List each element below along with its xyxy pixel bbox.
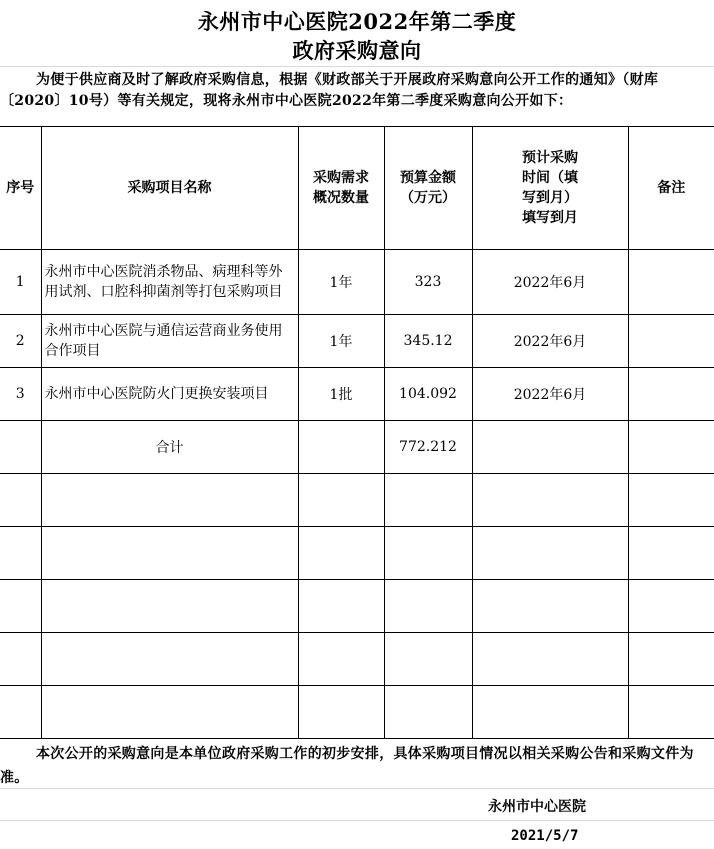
total-label: 合计 <box>41 421 298 474</box>
row-time: 2022年6月 <box>472 368 628 421</box>
row-budget: 323 <box>384 250 472 315</box>
empty-row <box>0 474 714 527</box>
empty-row <box>0 686 714 739</box>
total-budget: 772.212 <box>384 421 472 474</box>
header-demand: 采购需求概况数量 <box>298 127 384 250</box>
row-demand: 1年 <box>298 250 384 315</box>
empty-row <box>0 580 714 633</box>
empty-row <box>0 527 714 580</box>
table-header-row <box>0 127 714 250</box>
header-time: 预计采购时间（填写到月）填写到月 <box>472 127 628 250</box>
table-row <box>0 368 714 421</box>
row-project-name: 永州市中心医院消杀物品、病理科等外用试剂、口腔科抑菌剂等打包采购项目 <box>41 250 298 315</box>
row-remark <box>628 368 714 421</box>
row-demand: 1年 <box>298 315 384 368</box>
header-name: 采购项目名称 <box>41 127 298 250</box>
divider <box>0 820 714 821</box>
row-budget: 104.092 <box>384 368 472 421</box>
row-index: 2 <box>0 315 41 368</box>
footer-note: 本次公开的采购意向是本单位政府采购工作的初步安排，具体采购项目情况以相关采购公告和采购文件为准。 <box>0 746 694 786</box>
page-title-line2: 政府采购意向 <box>292 38 422 63</box>
row-project-name: 永州市中心医院防火门更换安装项目 <box>41 368 298 421</box>
table-row <box>0 315 714 368</box>
empty-row <box>0 633 714 686</box>
row-time: 2022年6月 <box>472 315 628 368</box>
header-remark: 备注 <box>628 127 714 250</box>
divider <box>0 788 714 789</box>
organization-name: 永州市中心医院 <box>488 799 586 815</box>
table-row <box>0 250 714 315</box>
header-budget: 预算金额（万元） <box>384 127 472 250</box>
divider <box>0 66 714 67</box>
row-index: 3 <box>0 368 41 421</box>
page-title-line1: 永州市中心医院2022年第二季度 <box>197 9 517 34</box>
row-remark <box>628 315 714 368</box>
row-remark <box>628 250 714 315</box>
row-demand: 1批 <box>298 368 384 421</box>
row-time: 2022年6月 <box>472 250 628 315</box>
total-row <box>0 421 714 474</box>
procurement-table <box>0 126 714 739</box>
header-index: 序号 <box>0 127 41 250</box>
row-project-name: 永州市中心医院与通信运营商业务使用合作项目 <box>41 315 298 368</box>
row-budget: 345.12 <box>384 315 472 368</box>
intro-paragraph: 为便于供应商及时了解政府采购信息，根据《财政部关于开展政府采购意向公开工作的通知》（财库〔2020〕10号）等有关规定，现将永州市中心医院2022年第二季度采购意向公开如下： <box>0 72 659 109</box>
publish-date: 2021/5/7 <box>511 828 579 844</box>
row-index: 1 <box>0 250 41 315</box>
